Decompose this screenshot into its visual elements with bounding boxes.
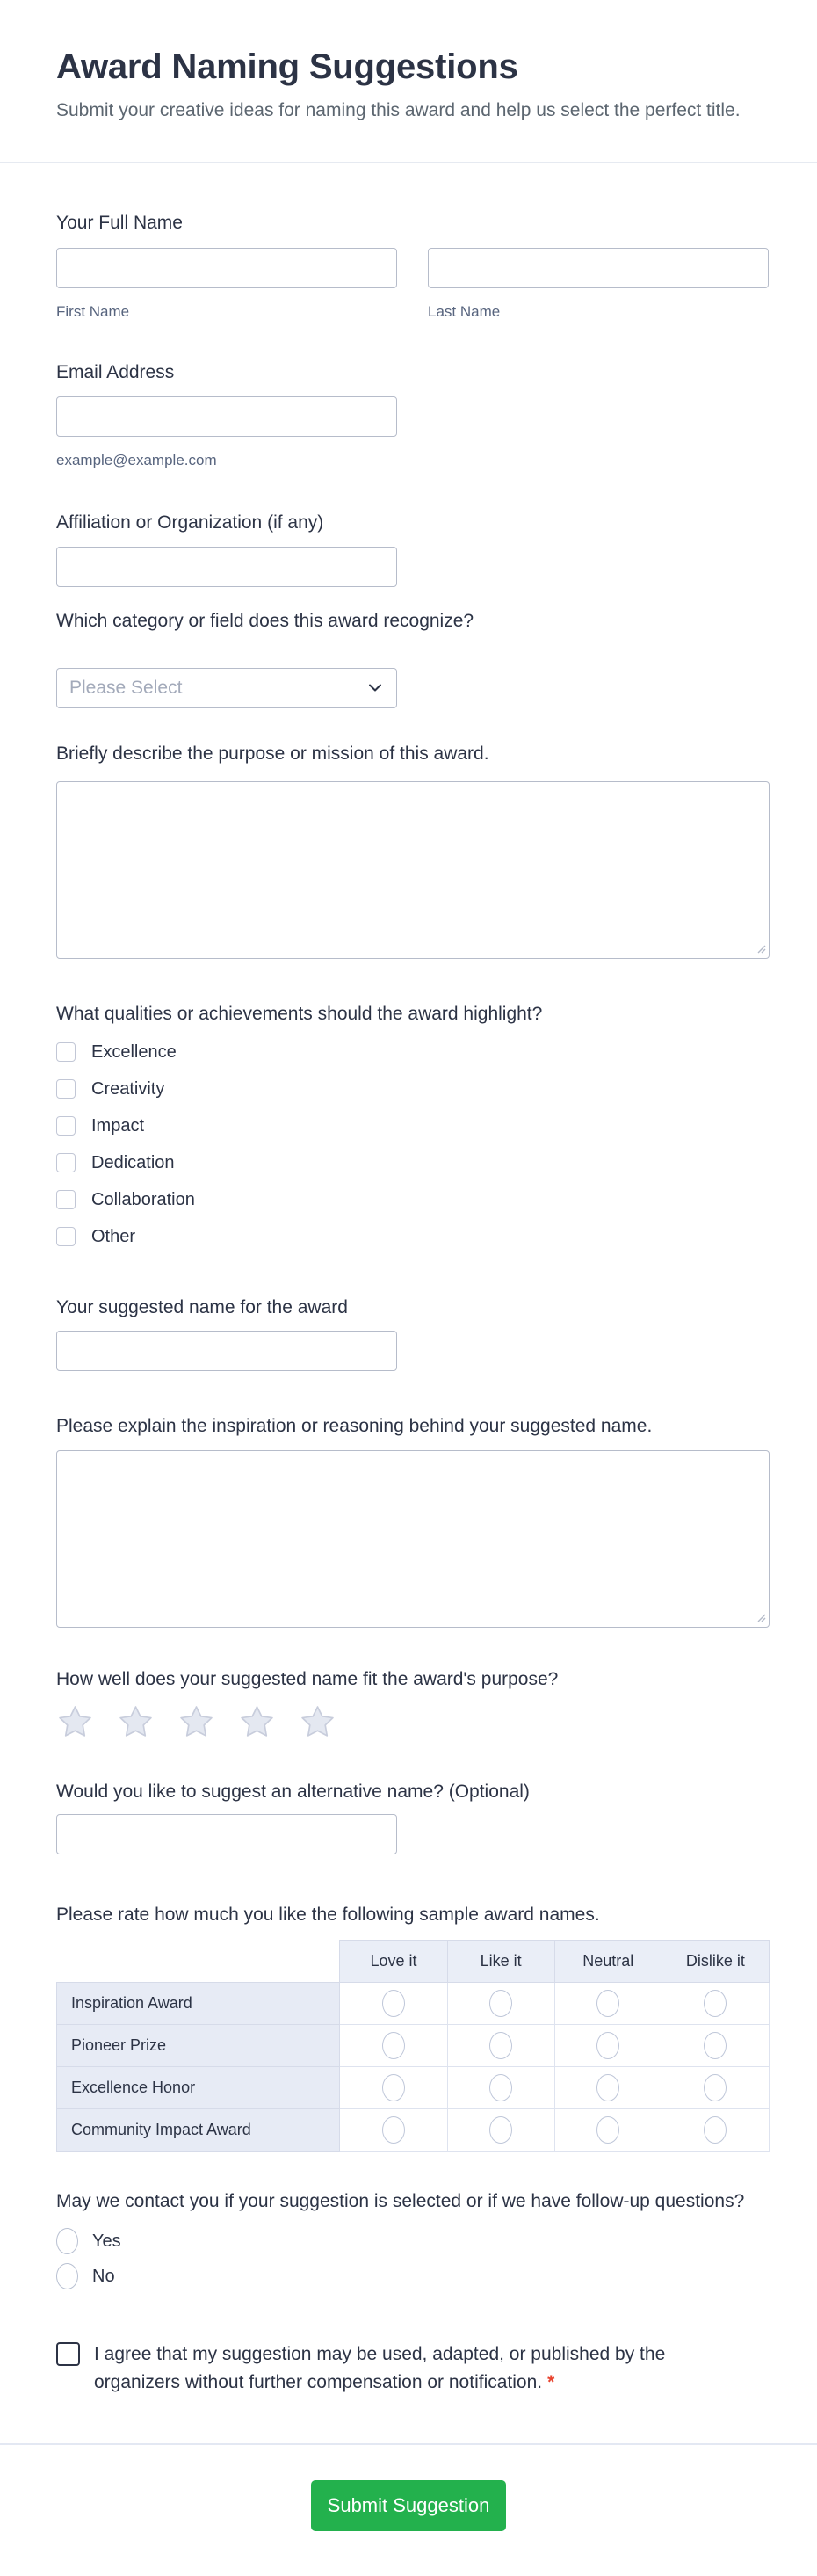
required-asterisk: * bbox=[547, 2372, 555, 2392]
field-alternative-name bbox=[56, 1781, 770, 1854]
matrix-cell[interactable] bbox=[554, 2109, 662, 2152]
matrix-row bbox=[57, 2067, 770, 2109]
matrix-cell[interactable] bbox=[554, 2067, 662, 2109]
agreement-checkbox[interactable] bbox=[56, 2342, 80, 2366]
matrix-radio[interactable] bbox=[704, 2032, 727, 2059]
checkbox-option-label[interactable]: Impact bbox=[91, 1116, 145, 1136]
radio-option-no[interactable] bbox=[56, 2263, 770, 2289]
matrix-radio[interactable] bbox=[489, 2032, 512, 2059]
checkbox[interactable] bbox=[56, 1116, 76, 1136]
qualities-label: What qualities or achievements should the award highlight? bbox=[56, 1004, 543, 1024]
field-category bbox=[56, 610, 770, 708]
radio-option-label[interactable]: Yes bbox=[92, 2231, 121, 2251]
matrix-radio[interactable] bbox=[382, 1990, 405, 2017]
field-full-name bbox=[56, 212, 770, 321]
contact-permission-label: May we contact you if your suggestion is selected or if we have follow-up questions? bbox=[56, 2191, 745, 2211]
suggested-name-label: Your suggested name for the award bbox=[56, 1297, 348, 1317]
checkbox-option-label[interactable]: Other bbox=[91, 1227, 136, 1246]
matrix-row-label: Community Impact Award bbox=[57, 2109, 340, 2152]
matrix-radio[interactable] bbox=[596, 2074, 619, 2101]
matrix-radio[interactable] bbox=[489, 2116, 512, 2144]
matrix-row bbox=[57, 1983, 770, 2025]
field-inspiration bbox=[56, 1415, 770, 1628]
matrix-column-header: Like it bbox=[447, 1941, 554, 1983]
radio-option-yes[interactable] bbox=[56, 2228, 770, 2254]
matrix-radio[interactable] bbox=[489, 1990, 512, 2017]
star-icon[interactable] bbox=[238, 1704, 276, 1740]
last-name-input[interactable] bbox=[428, 248, 769, 288]
checkbox-option-collaboration[interactable] bbox=[56, 1188, 770, 1211]
category-select[interactable] bbox=[56, 668, 397, 708]
matrix-row bbox=[57, 2025, 770, 2067]
matrix-cell[interactable] bbox=[447, 2025, 554, 2067]
checkbox[interactable] bbox=[56, 1079, 76, 1099]
matrix-cell[interactable] bbox=[662, 2067, 769, 2109]
star-icon[interactable] bbox=[299, 1704, 336, 1740]
email-input[interactable] bbox=[56, 396, 397, 437]
radio-option-label[interactable]: No bbox=[92, 2266, 115, 2286]
rating-matrix bbox=[56, 1940, 770, 2152]
sample-ratings-label: Please rate how much you like the following sample award names. bbox=[56, 1905, 600, 1925]
matrix-row-label: Inspiration Award bbox=[57, 1983, 340, 2025]
email-sublabel: example@example.com bbox=[56, 452, 217, 468]
alternative-name-label: Would you like to suggest an alternative name? (Optional) bbox=[56, 1781, 530, 1802]
matrix-radio[interactable] bbox=[382, 2032, 405, 2059]
page-subtitle: Submit your creative ideas for naming this award and help us select the perfect title. bbox=[56, 100, 741, 120]
field-suggested-name bbox=[56, 1296, 770, 1371]
resize-grip-icon bbox=[756, 943, 766, 954]
matrix-radio[interactable] bbox=[596, 2116, 619, 2144]
matrix-corner-cell bbox=[57, 1941, 340, 1983]
field-contact-permission bbox=[56, 2190, 770, 2289]
purpose-label: Briefly describe the purpose or mission of this award. bbox=[56, 744, 489, 764]
fit-rating-label: How well does your suggested name fit the award's purpose? bbox=[56, 1669, 559, 1689]
matrix-radio[interactable] bbox=[704, 2074, 727, 2101]
category-select-value: Please Select bbox=[69, 678, 183, 698]
chevron-down-icon bbox=[368, 684, 382, 693]
field-email bbox=[56, 361, 770, 469]
star-icon[interactable] bbox=[177, 1704, 215, 1740]
email-label: Email Address bbox=[56, 362, 175, 382]
first-name-input[interactable] bbox=[56, 248, 397, 288]
field-fit-rating bbox=[56, 1668, 770, 1740]
star-icon[interactable] bbox=[56, 1704, 94, 1740]
checkbox[interactable] bbox=[56, 1153, 76, 1172]
checkbox-option-excellence[interactable] bbox=[56, 1041, 770, 1063]
checkbox-option-impact[interactable] bbox=[56, 1114, 770, 1137]
checkbox-option-dedication[interactable] bbox=[56, 1151, 770, 1174]
checkbox-option-other[interactable] bbox=[56, 1225, 770, 1248]
matrix-radio[interactable] bbox=[596, 1990, 619, 2017]
field-purpose bbox=[56, 743, 770, 959]
checkbox[interactable] bbox=[56, 1042, 76, 1062]
matrix-cell[interactable] bbox=[554, 2025, 662, 2067]
matrix-column-header: Dislike it bbox=[662, 1941, 769, 1983]
form-header bbox=[0, 0, 817, 163]
field-sample-ratings bbox=[56, 1904, 770, 2152]
purpose-textarea[interactable] bbox=[56, 781, 770, 959]
checkbox-option-label[interactable]: Collaboration bbox=[91, 1190, 195, 1209]
star-rating bbox=[56, 1704, 770, 1740]
matrix-cell[interactable] bbox=[662, 1983, 769, 2025]
matrix-cell[interactable] bbox=[662, 2025, 769, 2067]
field-qualities bbox=[56, 1003, 770, 1248]
radio[interactable] bbox=[56, 2263, 78, 2289]
matrix-cell[interactable] bbox=[662, 2109, 769, 2152]
matrix-cell[interactable] bbox=[340, 1983, 447, 2025]
matrix-row bbox=[57, 2109, 770, 2152]
field-affiliation bbox=[56, 512, 770, 587]
matrix-cell[interactable] bbox=[340, 2025, 447, 2067]
suggested-name-input[interactable] bbox=[56, 1331, 397, 1371]
checkbox-option-creativity[interactable] bbox=[56, 1078, 770, 1100]
affiliation-label: Affiliation or Organization (if any) bbox=[56, 512, 324, 533]
category-label: Which category or field does this award recognize? bbox=[56, 611, 474, 631]
checkbox-option-label[interactable]: Dedication bbox=[91, 1153, 175, 1172]
checkbox[interactable] bbox=[56, 1227, 76, 1246]
matrix-radio[interactable] bbox=[382, 2116, 405, 2144]
affiliation-input[interactable] bbox=[56, 547, 397, 587]
field-agreement bbox=[56, 2340, 770, 2397]
resize-grip-icon bbox=[756, 1612, 766, 1622]
matrix-column-header: Love it bbox=[340, 1941, 447, 1983]
agreement-text[interactable] bbox=[94, 2340, 709, 2397]
page-title: Award Naming Suggestions bbox=[56, 47, 518, 86]
checkbox-option-label[interactable]: Creativity bbox=[91, 1079, 165, 1099]
matrix-radio[interactable] bbox=[596, 2032, 619, 2059]
full-name-label: Your Full Name bbox=[56, 213, 183, 233]
checkbox-option-label[interactable]: Excellence bbox=[91, 1042, 177, 1062]
submit-button[interactable]: Submit Suggestion bbox=[311, 2480, 506, 2531]
matrix-radio[interactable] bbox=[382, 2074, 405, 2101]
matrix-row-label: Excellence Honor bbox=[57, 2067, 340, 2109]
matrix-radio[interactable] bbox=[489, 2074, 512, 2101]
matrix-row-label: Pioneer Prize bbox=[57, 2025, 340, 2067]
checkbox[interactable] bbox=[56, 1190, 76, 1209]
last-name-sublabel: Last Name bbox=[428, 303, 501, 320]
matrix-cell[interactable] bbox=[447, 2109, 554, 2152]
inspiration-textarea[interactable] bbox=[56, 1450, 770, 1628]
radio[interactable] bbox=[56, 2228, 78, 2254]
agreement-label[interactable]: I agree that my suggestion may be used, adapted, or published by the organizers without further compensation or notification. bbox=[94, 2344, 666, 2392]
first-name-sublabel: First Name bbox=[56, 303, 130, 320]
matrix-radio[interactable] bbox=[704, 1990, 727, 2017]
matrix-radio[interactable] bbox=[704, 2116, 727, 2144]
matrix-cell[interactable] bbox=[554, 1983, 662, 2025]
matrix-cell[interactable] bbox=[340, 2109, 447, 2152]
star-icon[interactable] bbox=[117, 1704, 155, 1740]
matrix-cell[interactable] bbox=[447, 2067, 554, 2109]
alternative-name-input[interactable] bbox=[56, 1814, 397, 1854]
matrix-cell[interactable] bbox=[447, 1983, 554, 2025]
inspiration-label: Please explain the inspiration or reasoning behind your suggested name. bbox=[56, 1416, 653, 1436]
matrix-column-header: Neutral bbox=[554, 1941, 662, 1983]
matrix-cell[interactable] bbox=[340, 2067, 447, 2109]
